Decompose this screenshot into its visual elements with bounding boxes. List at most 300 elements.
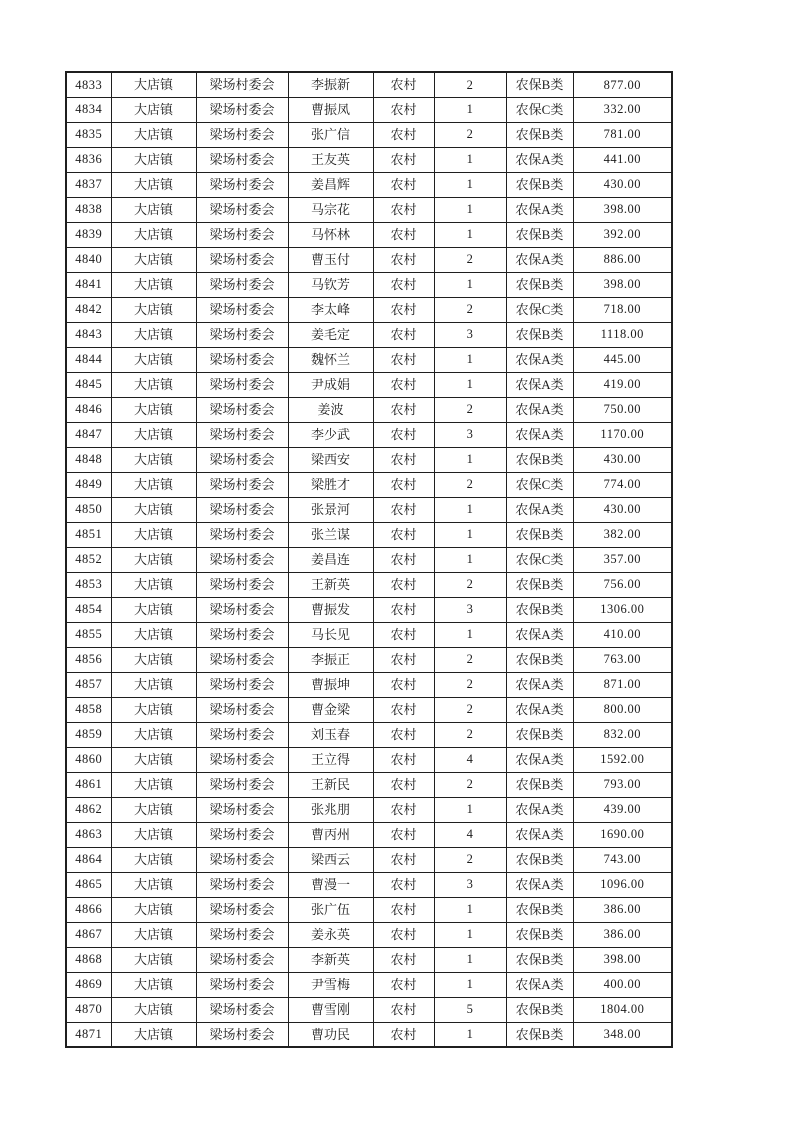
- table-row: [66, 422, 672, 447]
- cell-count: 1: [434, 372, 506, 397]
- cell-name: 梁胜才: [288, 472, 373, 497]
- cell-count: 1: [434, 197, 506, 222]
- cell-amount: 430.00: [573, 447, 672, 472]
- cell-serial: 4850: [66, 497, 111, 522]
- cell-village: 梁场村委会: [196, 522, 288, 547]
- cell-amount: 430.00: [573, 497, 672, 522]
- cell-village: 梁场村委会: [196, 122, 288, 147]
- cell-village: 梁场村委会: [196, 972, 288, 997]
- table-row: [66, 322, 672, 347]
- cell-count: 2: [434, 72, 506, 97]
- cell-count: 3: [434, 422, 506, 447]
- cell-serial: 4843: [66, 322, 111, 347]
- cell-insurance_type: 农保A类: [506, 822, 573, 847]
- cell-category: 农村: [373, 547, 434, 572]
- cell-village: 梁场村委会: [196, 247, 288, 272]
- cell-town: 大店镇: [111, 497, 196, 522]
- cell-name: 张兆朋: [288, 797, 373, 822]
- cell-town: 大店镇: [111, 797, 196, 822]
- cell-serial: 4868: [66, 947, 111, 972]
- cell-amount: 382.00: [573, 522, 672, 547]
- cell-amount: 419.00: [573, 372, 672, 397]
- cell-town: 大店镇: [111, 822, 196, 847]
- cell-name: 尹成娟: [288, 372, 373, 397]
- cell-name: 曹雪刚: [288, 997, 373, 1022]
- table-row: [66, 497, 672, 522]
- cell-village: 梁场村委会: [196, 222, 288, 247]
- cell-count: 1: [434, 522, 506, 547]
- table-row: [66, 97, 672, 122]
- table-row: [66, 297, 672, 322]
- table-row: [66, 372, 672, 397]
- cell-insurance_type: 农保B类: [506, 572, 573, 597]
- cell-village: 梁场村委会: [196, 322, 288, 347]
- cell-count: 2: [434, 772, 506, 797]
- cell-count: 1: [434, 972, 506, 997]
- cell-name: 李振新: [288, 72, 373, 97]
- cell-name: 李太峰: [288, 297, 373, 322]
- cell-village: 梁场村委会: [196, 447, 288, 472]
- cell-town: 大店镇: [111, 247, 196, 272]
- cell-village: 梁场村委会: [196, 597, 288, 622]
- cell-serial: 4863: [66, 822, 111, 847]
- cell-serial: 4839: [66, 222, 111, 247]
- cell-village: 梁场村委会: [196, 397, 288, 422]
- cell-town: 大店镇: [111, 647, 196, 672]
- cell-category: 农村: [373, 122, 434, 147]
- table-body: [66, 72, 672, 1047]
- cell-serial: 4853: [66, 572, 111, 597]
- cell-category: 农村: [373, 722, 434, 747]
- cell-insurance_type: 农保B类: [506, 897, 573, 922]
- table-row: [66, 722, 672, 747]
- cell-insurance_type: 农保B类: [506, 447, 573, 472]
- cell-village: 梁场村委会: [196, 922, 288, 947]
- cell-name: 马怀林: [288, 222, 373, 247]
- cell-serial: 4836: [66, 147, 111, 172]
- cell-town: 大店镇: [111, 197, 196, 222]
- cell-serial: 4856: [66, 647, 111, 672]
- cell-village: 梁场村委会: [196, 647, 288, 672]
- cell-insurance_type: 农保A类: [506, 697, 573, 722]
- cell-serial: 4854: [66, 597, 111, 622]
- table-row: [66, 172, 672, 197]
- cell-serial: 4861: [66, 772, 111, 797]
- cell-amount: 392.00: [573, 222, 672, 247]
- cell-insurance_type: 农保C类: [506, 472, 573, 497]
- cell-category: 农村: [373, 997, 434, 1022]
- cell-town: 大店镇: [111, 472, 196, 497]
- cell-category: 农村: [373, 1022, 434, 1047]
- cell-town: 大店镇: [111, 872, 196, 897]
- cell-category: 农村: [373, 172, 434, 197]
- table-row: [66, 72, 672, 97]
- cell-town: 大店镇: [111, 122, 196, 147]
- cell-name: 曹玉付: [288, 247, 373, 272]
- cell-category: 农村: [373, 147, 434, 172]
- cell-insurance_type: 农保A类: [506, 622, 573, 647]
- table-row: [66, 622, 672, 647]
- cell-category: 农村: [373, 297, 434, 322]
- cell-name: 张景河: [288, 497, 373, 522]
- cell-name: 魏怀兰: [288, 347, 373, 372]
- cell-serial: 4845: [66, 372, 111, 397]
- table-row: [66, 922, 672, 947]
- cell-count: 1: [434, 497, 506, 522]
- cell-category: 农村: [373, 847, 434, 872]
- cell-amount: 439.00: [573, 797, 672, 822]
- table-row: [66, 847, 672, 872]
- cell-name: 姜昌辉: [288, 172, 373, 197]
- cell-town: 大店镇: [111, 847, 196, 872]
- cell-insurance_type: 农保B类: [506, 522, 573, 547]
- cell-category: 农村: [373, 872, 434, 897]
- cell-insurance_type: 农保A类: [506, 347, 573, 372]
- cell-serial: 4867: [66, 922, 111, 947]
- cell-village: 梁场村委会: [196, 422, 288, 447]
- table-row: [66, 797, 672, 822]
- cell-serial: 4862: [66, 797, 111, 822]
- cell-village: 梁场村委会: [196, 197, 288, 222]
- cell-category: 农村: [373, 572, 434, 597]
- cell-town: 大店镇: [111, 147, 196, 172]
- cell-amount: 1592.00: [573, 747, 672, 772]
- cell-insurance_type: 农保A类: [506, 422, 573, 447]
- cell-amount: 763.00: [573, 647, 672, 672]
- table-row: [66, 772, 672, 797]
- cell-count: 2: [434, 472, 506, 497]
- cell-name: 曹振凤: [288, 97, 373, 122]
- cell-count: 4: [434, 822, 506, 847]
- cell-category: 农村: [373, 97, 434, 122]
- table-row: [66, 122, 672, 147]
- cell-amount: 774.00: [573, 472, 672, 497]
- cell-name: 曹振发: [288, 597, 373, 622]
- cell-amount: 1096.00: [573, 872, 672, 897]
- cell-name: 曹振坤: [288, 672, 373, 697]
- cell-category: 农村: [373, 947, 434, 972]
- cell-town: 大店镇: [111, 297, 196, 322]
- cell-insurance_type: 农保B类: [506, 72, 573, 97]
- cell-category: 农村: [373, 897, 434, 922]
- cell-village: 梁场村委会: [196, 572, 288, 597]
- cell-serial: 4864: [66, 847, 111, 872]
- cell-town: 大店镇: [111, 222, 196, 247]
- cell-serial: 4841: [66, 272, 111, 297]
- cell-amount: 445.00: [573, 347, 672, 372]
- cell-village: 梁场村委会: [196, 97, 288, 122]
- cell-amount: 386.00: [573, 897, 672, 922]
- cell-serial: 4835: [66, 122, 111, 147]
- cell-serial: 4844: [66, 347, 111, 372]
- cell-category: 农村: [373, 472, 434, 497]
- cell-serial: 4851: [66, 522, 111, 547]
- cell-town: 大店镇: [111, 597, 196, 622]
- cell-insurance_type: 农保B类: [506, 722, 573, 747]
- cell-amount: 1170.00: [573, 422, 672, 447]
- cell-category: 农村: [373, 422, 434, 447]
- cell-category: 农村: [373, 972, 434, 997]
- cell-name: 马长见: [288, 622, 373, 647]
- cell-town: 大店镇: [111, 372, 196, 397]
- cell-category: 农村: [373, 222, 434, 247]
- cell-town: 大店镇: [111, 272, 196, 297]
- table-row: [66, 597, 672, 622]
- cell-insurance_type: 农保A类: [506, 972, 573, 997]
- cell-name: 尹雪梅: [288, 972, 373, 997]
- cell-count: 2: [434, 297, 506, 322]
- cell-amount: 793.00: [573, 772, 672, 797]
- cell-insurance_type: 农保B类: [506, 997, 573, 1022]
- cell-count: 1: [434, 222, 506, 247]
- cell-serial: 4869: [66, 972, 111, 997]
- cell-amount: 871.00: [573, 672, 672, 697]
- cell-serial: 4859: [66, 722, 111, 747]
- cell-serial: 4838: [66, 197, 111, 222]
- cell-insurance_type: 农保B类: [506, 222, 573, 247]
- cell-insurance_type: 农保B类: [506, 922, 573, 947]
- cell-village: 梁场村委会: [196, 797, 288, 822]
- table-row: [66, 747, 672, 772]
- cell-name: 曹漫一: [288, 872, 373, 897]
- cell-insurance_type: 农保A类: [506, 497, 573, 522]
- cell-category: 农村: [373, 72, 434, 97]
- cell-count: 1: [434, 97, 506, 122]
- table-row: [66, 672, 672, 697]
- cell-serial: 4842: [66, 297, 111, 322]
- cell-category: 农村: [373, 447, 434, 472]
- cell-village: 梁场村委会: [196, 722, 288, 747]
- cell-village: 梁场村委会: [196, 622, 288, 647]
- cell-category: 农村: [373, 322, 434, 347]
- cell-insurance_type: 农保B类: [506, 597, 573, 622]
- benefit-roster-table: [65, 71, 673, 1048]
- cell-count: 2: [434, 647, 506, 672]
- cell-count: 1: [434, 947, 506, 972]
- cell-town: 大店镇: [111, 397, 196, 422]
- cell-serial: 4866: [66, 897, 111, 922]
- cell-category: 农村: [373, 397, 434, 422]
- table-row: [66, 347, 672, 372]
- cell-category: 农村: [373, 372, 434, 397]
- table-row: [66, 897, 672, 922]
- cell-count: 5: [434, 997, 506, 1022]
- cell-count: 1: [434, 922, 506, 947]
- table-row: [66, 997, 672, 1022]
- cell-count: 2: [434, 397, 506, 422]
- cell-town: 大店镇: [111, 522, 196, 547]
- cell-amount: 800.00: [573, 697, 672, 722]
- table-row: [66, 197, 672, 222]
- cell-amount: 386.00: [573, 922, 672, 947]
- cell-serial: 4848: [66, 447, 111, 472]
- cell-village: 梁场村委会: [196, 872, 288, 897]
- cell-insurance_type: 农保B类: [506, 847, 573, 872]
- cell-serial: 4858: [66, 697, 111, 722]
- cell-name: 李新英: [288, 947, 373, 972]
- cell-count: 1: [434, 622, 506, 647]
- table-row: [66, 147, 672, 172]
- cell-count: 1: [434, 272, 506, 297]
- cell-name: 张兰谋: [288, 522, 373, 547]
- cell-serial: 4857: [66, 672, 111, 697]
- cell-count: 1: [434, 1022, 506, 1047]
- cell-insurance_type: 农保A类: [506, 797, 573, 822]
- cell-town: 大店镇: [111, 772, 196, 797]
- cell-name: 张广信: [288, 122, 373, 147]
- cell-amount: 743.00: [573, 847, 672, 872]
- cell-count: 4: [434, 747, 506, 772]
- cell-category: 农村: [373, 772, 434, 797]
- cell-category: 农村: [373, 497, 434, 522]
- cell-amount: 750.00: [573, 397, 672, 422]
- cell-insurance_type: 农保B类: [506, 172, 573, 197]
- cell-name: 曹功民: [288, 1022, 373, 1047]
- cell-serial: 4847: [66, 422, 111, 447]
- cell-insurance_type: 农保B类: [506, 947, 573, 972]
- cell-name: 曹金梁: [288, 697, 373, 722]
- cell-amount: 781.00: [573, 122, 672, 147]
- cell-village: 梁场村委会: [196, 672, 288, 697]
- cell-insurance_type: 农保B类: [506, 122, 573, 147]
- cell-insurance_type: 农保B类: [506, 772, 573, 797]
- cell-category: 农村: [373, 647, 434, 672]
- cell-name: 姜永英: [288, 922, 373, 947]
- cell-name: 曹丙州: [288, 822, 373, 847]
- cell-count: 1: [434, 797, 506, 822]
- cell-serial: 4871: [66, 1022, 111, 1047]
- cell-village: 梁场村委会: [196, 347, 288, 372]
- cell-name: 王立得: [288, 747, 373, 772]
- cell-amount: 1306.00: [573, 597, 672, 622]
- cell-serial: 4849: [66, 472, 111, 497]
- table-row: [66, 247, 672, 272]
- cell-count: 2: [434, 697, 506, 722]
- cell-count: 3: [434, 872, 506, 897]
- table-row: [66, 547, 672, 572]
- cell-town: 大店镇: [111, 97, 196, 122]
- cell-serial: 4855: [66, 622, 111, 647]
- cell-village: 梁场村委会: [196, 272, 288, 297]
- cell-village: 梁场村委会: [196, 847, 288, 872]
- cell-category: 农村: [373, 822, 434, 847]
- table-row: [66, 972, 672, 997]
- cell-village: 梁场村委会: [196, 997, 288, 1022]
- cell-category: 农村: [373, 272, 434, 297]
- cell-village: 梁场村委会: [196, 297, 288, 322]
- cell-amount: 357.00: [573, 547, 672, 572]
- table-row: [66, 397, 672, 422]
- cell-insurance_type: 农保A类: [506, 247, 573, 272]
- cell-amount: 718.00: [573, 297, 672, 322]
- cell-town: 大店镇: [111, 622, 196, 647]
- cell-village: 梁场村委会: [196, 372, 288, 397]
- cell-town: 大店镇: [111, 72, 196, 97]
- cell-amount: 832.00: [573, 722, 672, 747]
- cell-town: 大店镇: [111, 422, 196, 447]
- cell-count: 1: [434, 547, 506, 572]
- cell-village: 梁场村委会: [196, 72, 288, 97]
- cell-count: 3: [434, 322, 506, 347]
- cell-amount: 398.00: [573, 272, 672, 297]
- cell-village: 梁场村委会: [196, 822, 288, 847]
- cell-town: 大店镇: [111, 447, 196, 472]
- cell-serial: 4837: [66, 172, 111, 197]
- cell-insurance_type: 农保C类: [506, 97, 573, 122]
- cell-village: 梁场村委会: [196, 147, 288, 172]
- cell-serial: 4860: [66, 747, 111, 772]
- cell-count: 2: [434, 122, 506, 147]
- cell-insurance_type: 农保A类: [506, 197, 573, 222]
- cell-name: 李振正: [288, 647, 373, 672]
- cell-insurance_type: 农保A类: [506, 372, 573, 397]
- cell-village: 梁场村委会: [196, 747, 288, 772]
- cell-name: 梁西安: [288, 447, 373, 472]
- cell-town: 大店镇: [111, 922, 196, 947]
- cell-serial: 4846: [66, 397, 111, 422]
- cell-count: 2: [434, 572, 506, 597]
- table-row: [66, 472, 672, 497]
- table-row: [66, 1022, 672, 1047]
- cell-village: 梁场村委会: [196, 772, 288, 797]
- table-row: [66, 272, 672, 297]
- table-row: [66, 872, 672, 897]
- cell-town: 大店镇: [111, 172, 196, 197]
- cell-category: 农村: [373, 597, 434, 622]
- cell-amount: 332.00: [573, 97, 672, 122]
- cell-count: 1: [434, 347, 506, 372]
- cell-amount: 430.00: [573, 172, 672, 197]
- cell-insurance_type: 农保A类: [506, 397, 573, 422]
- table-row: [66, 222, 672, 247]
- table-row: [66, 697, 672, 722]
- cell-serial: 4852: [66, 547, 111, 572]
- cell-category: 农村: [373, 522, 434, 547]
- table-row: [66, 572, 672, 597]
- table-row: [66, 947, 672, 972]
- cell-category: 农村: [373, 797, 434, 822]
- cell-serial: 4834: [66, 97, 111, 122]
- cell-village: 梁场村委会: [196, 472, 288, 497]
- cell-amount: 1118.00: [573, 322, 672, 347]
- cell-name: 王新民: [288, 772, 373, 797]
- cell-town: 大店镇: [111, 1022, 196, 1047]
- cell-count: 1: [434, 147, 506, 172]
- cell-town: 大店镇: [111, 972, 196, 997]
- cell-insurance_type: 农保C类: [506, 547, 573, 572]
- cell-count: 1: [434, 447, 506, 472]
- cell-insurance_type: 农保B类: [506, 322, 573, 347]
- cell-name: 王友英: [288, 147, 373, 172]
- cell-village: 梁场村委会: [196, 547, 288, 572]
- cell-name: 马钦芳: [288, 272, 373, 297]
- cell-amount: 756.00: [573, 572, 672, 597]
- cell-amount: 441.00: [573, 147, 672, 172]
- cell-town: 大店镇: [111, 322, 196, 347]
- cell-town: 大店镇: [111, 747, 196, 772]
- cell-village: 梁场村委会: [196, 947, 288, 972]
- cell-amount: 877.00: [573, 72, 672, 97]
- cell-name: 姜波: [288, 397, 373, 422]
- cell-serial: 4870: [66, 997, 111, 1022]
- cell-amount: 348.00: [573, 1022, 672, 1047]
- cell-village: 梁场村委会: [196, 697, 288, 722]
- cell-amount: 1690.00: [573, 822, 672, 847]
- cell-count: 2: [434, 847, 506, 872]
- table-row: [66, 447, 672, 472]
- cell-category: 农村: [373, 622, 434, 647]
- cell-insurance_type: 农保A类: [506, 747, 573, 772]
